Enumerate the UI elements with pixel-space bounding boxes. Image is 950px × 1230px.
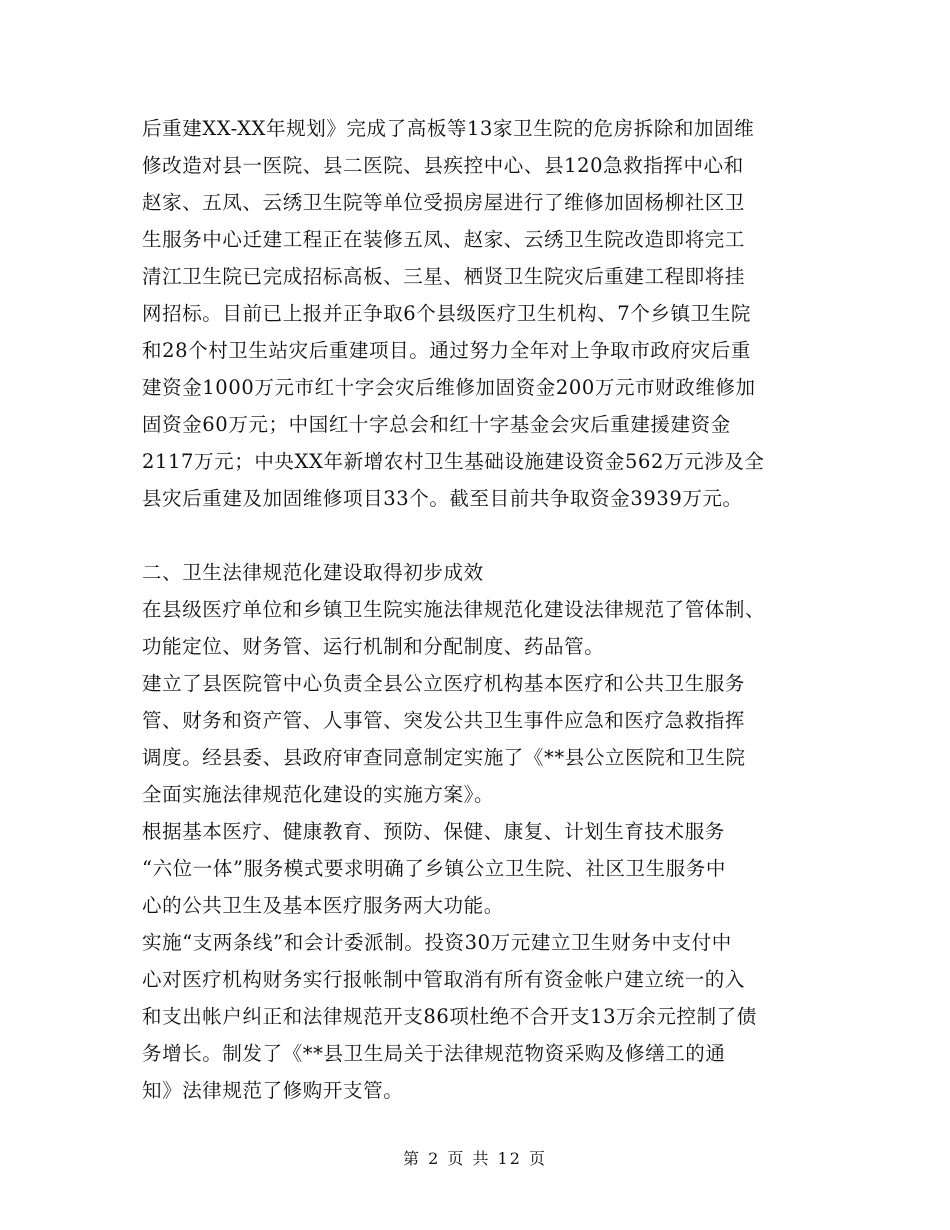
text-line: 务增长。制发了《**县卫生局关于法律规范物资采购及修缮工的通 xyxy=(142,1042,726,1065)
text-line: 生服务中心迁建工程正在装修五凤、赵家、云绣卫生院改造即将完工 xyxy=(142,228,746,251)
text-line: 网招标。目前已上报并正争取6个县级医疗卫生机构、7个乡镇卫生院 xyxy=(142,302,751,325)
text-line: 2117万元；中央XX年新增农村卫生基础设施建设资金562万元涉及全 xyxy=(142,450,765,473)
text-line: 建资金1000万元市红十字会灾后维修加固资金200万元市财政维修加 xyxy=(142,376,756,399)
text-line: 调度。经县委、县政府审查同意制定实施了《**县公立医院和卫生院 xyxy=(142,746,746,769)
paragraph-reconstruction-funding xyxy=(142,110,822,517)
text-line: 清江卫生院已完成招标高板、三星、栖贤卫生院灾后重建工程即将挂 xyxy=(142,265,746,288)
text-line: 后重建XX-XX年规划》完成了高板等13家卫生院的危房拆除和加固维 xyxy=(142,117,755,140)
text-line: 心对医疗机构财务实行报帐制中管取消有所有资金帐户建立统一的入 xyxy=(142,968,746,991)
section-legal-standardization xyxy=(142,554,822,1109)
text-line: 赵家、五凤、云绣卫生院等单位受损房屋进行了维修加固杨柳社区卫 xyxy=(142,191,746,214)
text-line: 管、财务和资产管、人事管、突发公共卫生事件应急和医疗急救指挥 xyxy=(142,709,746,732)
document-body xyxy=(142,110,822,1109)
text-line: 全面实施法律规范化建设的实施方案》。 xyxy=(142,783,495,806)
text-line: “六位一体”服务模式要求明确了乡镇公立卫生院、社区卫生服务中 xyxy=(142,857,726,880)
text-line: 固资金60万元；中国红十字总会和红十字基金会灾后重建援建资金 xyxy=(142,413,731,436)
text-line: 和28个村卫生站灾后重建项目。通过努力全年对上争取市政府灾后重 xyxy=(142,339,751,362)
page-number-footer: 第 2 页 共 12 页 xyxy=(403,1149,547,1168)
text-line: 建立了县医院管中心负责全县公立医疗机构基本医疗和公共卫生服务 xyxy=(142,672,746,695)
text-line: 根据基本医疗、健康教育、预防、保健、康复、计划生育技术服务 xyxy=(142,820,725,843)
text-line: 修改造对县一医院、县二医院、县疾控中心、县120急救指挥中心和 xyxy=(142,154,744,177)
text-line: 和支出帐户纠正和法律规范开支86项杜绝不合开支13万余元控制了债 xyxy=(142,1005,757,1028)
section-heading: 二、卫生法律规范化建设取得初步成效 xyxy=(142,561,484,584)
text-line: 在县级医疗单位和乡镇卫生院实施法律规范化建设法律规范了管体制、 xyxy=(142,598,766,621)
text-line: 功能定位、财务管、运行机制和分配制度、药品管。 xyxy=(142,635,605,658)
text-line: 县灾后重建及加固维修项目33个。截至目前共争取资金3939万元。 xyxy=(142,487,743,510)
text-line: 心的公共卫生及基本医疗服务两大功能。 xyxy=(142,894,504,917)
text-line: 知》法律规范了修购开支管。 xyxy=(142,1079,404,1102)
paragraph-spacer xyxy=(142,517,822,554)
text-line: 实施“支两条线”和会计委派制。投资30万元建立卫生财务中支付中 xyxy=(142,931,732,954)
